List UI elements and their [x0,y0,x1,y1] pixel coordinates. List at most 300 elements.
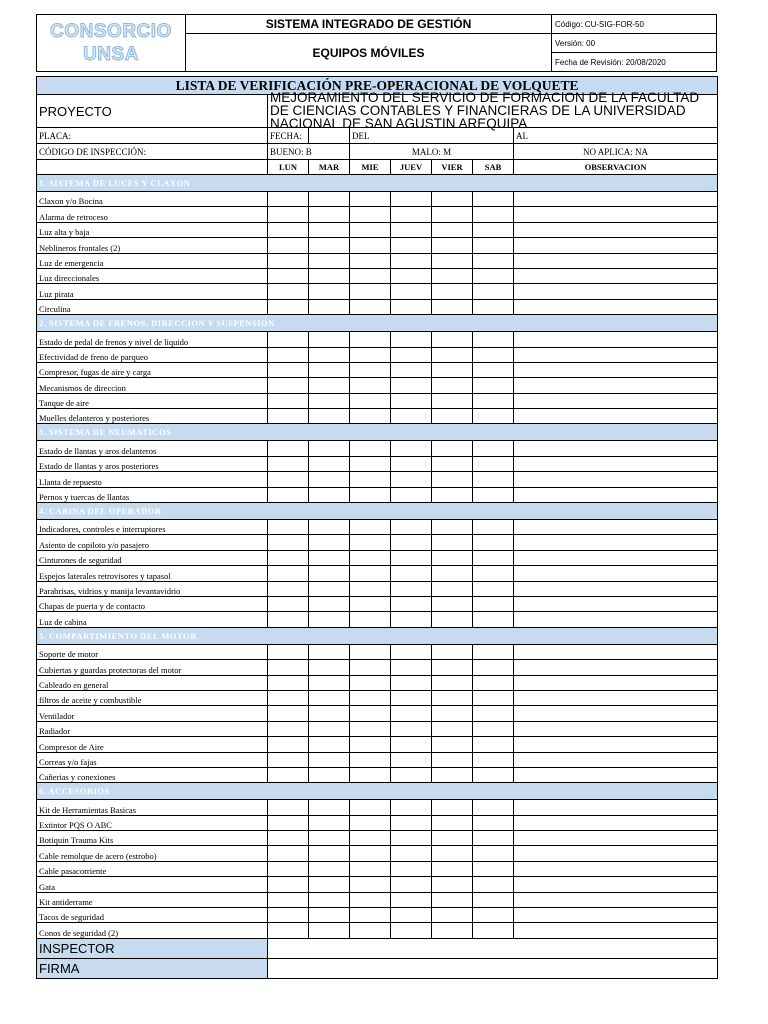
check-cell[interactable] [432,268,473,283]
check-cell[interactable] [350,767,391,782]
check-cell[interactable] [391,207,432,222]
check-cell[interactable] [473,487,514,502]
del-field[interactable]: DEL [350,128,514,144]
check-cell[interactable] [473,207,514,222]
check-cell[interactable] [432,690,473,705]
check-cell[interactable] [350,846,391,861]
observation-cell[interactable] [514,581,718,596]
check-cell[interactable] [391,487,432,502]
check-cell[interactable] [432,706,473,721]
check-cell[interactable] [268,908,309,923]
observation-cell[interactable] [514,908,718,923]
check-cell[interactable] [268,596,309,611]
check-cell[interactable] [391,596,432,611]
check-cell[interactable] [432,908,473,923]
check-cell[interactable] [268,831,309,846]
check-cell[interactable] [432,192,473,207]
observation-cell[interactable] [514,393,718,408]
observation-cell[interactable] [514,737,718,752]
check-cell[interactable] [309,222,350,237]
check-cell[interactable] [473,393,514,408]
check-cell[interactable] [432,472,473,487]
check-cell[interactable] [350,737,391,752]
check-cell[interactable] [432,409,473,424]
check-cell[interactable] [309,612,350,627]
check-cell[interactable] [350,550,391,565]
check-cell[interactable] [432,362,473,377]
check-cell[interactable] [350,535,391,550]
check-cell[interactable] [473,550,514,565]
check-cell[interactable] [268,378,309,393]
check-cell[interactable] [473,222,514,237]
check-cell[interactable] [473,644,514,659]
check-cell[interactable] [309,550,350,565]
check-cell[interactable] [432,222,473,237]
check-cell[interactable] [473,706,514,721]
check-cell[interactable] [473,238,514,253]
check-cell[interactable] [432,892,473,907]
firma-field[interactable] [268,958,718,978]
observation-cell[interactable] [514,721,718,736]
check-cell[interactable] [350,441,391,456]
check-cell[interactable] [309,566,350,581]
check-cell[interactable] [350,238,391,253]
check-cell[interactable] [432,441,473,456]
check-cell[interactable] [432,831,473,846]
observation-cell[interactable] [514,207,718,222]
observation-cell[interactable] [514,690,718,705]
check-cell[interactable] [391,923,432,938]
check-cell[interactable] [350,520,391,535]
check-cell[interactable] [309,253,350,268]
check-cell[interactable] [473,861,514,876]
observation-cell[interactable] [514,706,718,721]
check-cell[interactable] [473,332,514,347]
observation-cell[interactable] [514,596,718,611]
check-cell[interactable] [350,831,391,846]
check-cell[interactable] [391,690,432,705]
check-cell[interactable] [309,752,350,767]
check-cell[interactable] [350,752,391,767]
observation-cell[interactable] [514,520,718,535]
check-cell[interactable] [391,660,432,675]
check-cell[interactable] [268,767,309,782]
check-cell[interactable] [473,752,514,767]
check-cell[interactable] [432,675,473,690]
al-field[interactable]: AL [514,128,718,144]
check-cell[interactable] [309,409,350,424]
check-cell[interactable] [268,535,309,550]
check-cell[interactable] [309,238,350,253]
inspector-field[interactable] [268,938,718,958]
check-cell[interactable] [268,737,309,752]
check-cell[interactable] [268,299,309,314]
observation-cell[interactable] [514,767,718,782]
check-cell[interactable] [432,721,473,736]
observation-cell[interactable] [514,378,718,393]
placa-field[interactable]: PLACA: [37,128,268,144]
observation-cell[interactable] [514,831,718,846]
check-cell[interactable] [391,815,432,830]
check-cell[interactable] [473,409,514,424]
check-cell[interactable] [391,441,432,456]
check-cell[interactable] [473,472,514,487]
observation-cell[interactable] [514,238,718,253]
check-cell[interactable] [473,675,514,690]
check-cell[interactable] [473,299,514,314]
check-cell[interactable] [391,675,432,690]
observation-cell[interactable] [514,222,718,237]
check-cell[interactable] [309,393,350,408]
check-cell[interactable] [350,675,391,690]
check-cell[interactable] [350,612,391,627]
check-cell[interactable] [350,456,391,471]
check-cell[interactable] [473,846,514,861]
check-cell[interactable] [473,362,514,377]
check-cell[interactable] [268,644,309,659]
check-cell[interactable] [350,581,391,596]
observation-cell[interactable] [514,472,718,487]
check-cell[interactable] [268,441,309,456]
check-cell[interactable] [432,846,473,861]
observation-cell[interactable] [514,409,718,424]
observation-cell[interactable] [514,752,718,767]
check-cell[interactable] [268,222,309,237]
check-cell[interactable] [309,192,350,207]
check-cell[interactable] [391,520,432,535]
check-cell[interactable] [350,861,391,876]
check-cell[interactable] [432,923,473,938]
check-cell[interactable] [350,487,391,502]
check-cell[interactable] [268,362,309,377]
check-cell[interactable] [350,644,391,659]
check-cell[interactable] [432,800,473,815]
check-cell[interactable] [309,721,350,736]
check-cell[interactable] [391,767,432,782]
check-cell[interactable] [391,268,432,283]
check-cell[interactable] [350,660,391,675]
check-cell[interactable] [391,472,432,487]
check-cell[interactable] [391,347,432,362]
check-cell[interactable] [309,644,350,659]
observation-cell[interactable] [514,192,718,207]
observation-cell[interactable] [514,253,718,268]
check-cell[interactable] [350,596,391,611]
check-cell[interactable] [391,831,432,846]
observation-cell[interactable] [514,456,718,471]
observation-cell[interactable] [514,362,718,377]
check-cell[interactable] [350,815,391,830]
check-cell[interactable] [391,737,432,752]
check-cell[interactable] [350,222,391,237]
check-cell[interactable] [432,644,473,659]
check-cell[interactable] [473,535,514,550]
observation-cell[interactable] [514,550,718,565]
check-cell[interactable] [309,472,350,487]
check-cell[interactable] [473,347,514,362]
check-cell[interactable] [350,409,391,424]
check-cell[interactable] [309,660,350,675]
check-cell[interactable] [473,908,514,923]
check-cell[interactable] [473,767,514,782]
check-cell[interactable] [309,362,350,377]
check-cell[interactable] [350,207,391,222]
check-cell[interactable] [391,566,432,581]
check-cell[interactable] [309,581,350,596]
check-cell[interactable] [309,347,350,362]
check-cell[interactable] [432,520,473,535]
check-cell[interactable] [391,222,432,237]
check-cell[interactable] [309,800,350,815]
check-cell[interactable] [473,581,514,596]
check-cell[interactable] [309,767,350,782]
check-cell[interactable] [473,456,514,471]
check-cell[interactable] [432,581,473,596]
observation-cell[interactable] [514,332,718,347]
check-cell[interactable] [309,596,350,611]
check-cell[interactable] [350,472,391,487]
check-cell[interactable] [432,612,473,627]
check-cell[interactable] [391,362,432,377]
check-cell[interactable] [268,393,309,408]
check-cell[interactable] [350,378,391,393]
check-cell[interactable] [309,815,350,830]
check-cell[interactable] [432,253,473,268]
check-cell[interactable] [391,393,432,408]
check-cell[interactable] [391,299,432,314]
check-cell[interactable] [432,299,473,314]
check-cell[interactable] [350,253,391,268]
check-cell[interactable] [391,409,432,424]
check-cell[interactable] [268,487,309,502]
check-cell[interactable] [268,675,309,690]
check-cell[interactable] [350,892,391,907]
check-cell[interactable] [309,441,350,456]
observation-cell[interactable] [514,612,718,627]
check-cell[interactable] [391,861,432,876]
check-cell[interactable] [309,535,350,550]
check-cell[interactable] [432,487,473,502]
check-cell[interactable] [473,800,514,815]
check-cell[interactable] [391,908,432,923]
observation-cell[interactable] [514,815,718,830]
check-cell[interactable] [391,550,432,565]
check-cell[interactable] [268,347,309,362]
check-cell[interactable] [473,737,514,752]
check-cell[interactable] [391,752,432,767]
check-cell[interactable] [268,268,309,283]
check-cell[interactable] [391,877,432,892]
check-cell[interactable] [309,831,350,846]
check-cell[interactable] [350,332,391,347]
check-cell[interactable] [309,284,350,299]
check-cell[interactable] [391,192,432,207]
check-cell[interactable] [391,332,432,347]
check-cell[interactable] [432,861,473,876]
check-cell[interactable] [268,472,309,487]
check-cell[interactable] [350,800,391,815]
check-cell[interactable] [432,238,473,253]
check-cell[interactable] [309,877,350,892]
check-cell[interactable] [473,378,514,393]
check-cell[interactable] [432,566,473,581]
observation-cell[interactable] [514,892,718,907]
observation-cell[interactable] [514,800,718,815]
observation-cell[interactable] [514,347,718,362]
check-cell[interactable] [391,892,432,907]
check-cell[interactable] [309,207,350,222]
check-cell[interactable] [432,752,473,767]
check-cell[interactable] [268,706,309,721]
check-cell[interactable] [350,362,391,377]
check-cell[interactable] [350,690,391,705]
check-cell[interactable] [268,456,309,471]
check-cell[interactable] [268,253,309,268]
check-cell[interactable] [432,660,473,675]
check-cell[interactable] [309,892,350,907]
check-cell[interactable] [309,908,350,923]
check-cell[interactable] [268,550,309,565]
check-cell[interactable] [268,566,309,581]
check-cell[interactable] [473,284,514,299]
check-cell[interactable] [473,892,514,907]
check-cell[interactable] [432,207,473,222]
check-cell[interactable] [350,192,391,207]
observation-cell[interactable] [514,441,718,456]
check-cell[interactable] [432,393,473,408]
check-cell[interactable] [391,706,432,721]
check-cell[interactable] [309,861,350,876]
check-cell[interactable] [432,347,473,362]
check-cell[interactable] [350,347,391,362]
check-cell[interactable] [350,299,391,314]
observation-cell[interactable] [514,675,718,690]
observation-cell[interactable] [514,487,718,502]
codigo-inspeccion-field[interactable]: CÓDIGO DE INSPECCIÓN: [37,144,268,160]
check-cell[interactable] [391,535,432,550]
check-cell[interactable] [268,800,309,815]
check-cell[interactable] [268,520,309,535]
check-cell[interactable] [473,520,514,535]
check-cell[interactable] [309,299,350,314]
check-cell[interactable] [391,284,432,299]
check-cell[interactable] [350,721,391,736]
check-cell[interactable] [391,612,432,627]
check-cell[interactable] [350,393,391,408]
observation-cell[interactable] [514,644,718,659]
check-cell[interactable] [391,456,432,471]
check-cell[interactable] [350,268,391,283]
check-cell[interactable] [391,378,432,393]
check-cell[interactable] [391,721,432,736]
check-cell[interactable] [473,815,514,830]
check-cell[interactable] [432,284,473,299]
check-cell[interactable] [432,737,473,752]
check-cell[interactable] [268,690,309,705]
check-cell[interactable] [268,284,309,299]
check-cell[interactable] [432,815,473,830]
check-cell[interactable] [350,706,391,721]
observation-cell[interactable] [514,535,718,550]
check-cell[interactable] [268,612,309,627]
check-cell[interactable] [268,752,309,767]
check-cell[interactable] [432,550,473,565]
observation-cell[interactable] [514,268,718,283]
check-cell[interactable] [432,596,473,611]
check-cell[interactable] [391,581,432,596]
observation-cell[interactable] [514,846,718,861]
check-cell[interactable] [432,535,473,550]
check-cell[interactable] [309,690,350,705]
check-cell[interactable] [350,877,391,892]
check-cell[interactable] [473,192,514,207]
observation-cell[interactable] [514,299,718,314]
check-cell[interactable] [391,800,432,815]
check-cell[interactable] [268,332,309,347]
check-cell[interactable] [309,520,350,535]
check-cell[interactable] [432,877,473,892]
check-cell[interactable] [391,644,432,659]
check-cell[interactable] [350,923,391,938]
observation-cell[interactable] [514,923,718,938]
check-cell[interactable] [473,690,514,705]
check-cell[interactable] [268,238,309,253]
observation-cell[interactable] [514,660,718,675]
check-cell[interactable] [309,268,350,283]
check-cell[interactable] [473,268,514,283]
check-cell[interactable] [473,923,514,938]
observation-cell[interactable] [514,877,718,892]
check-cell[interactable] [473,721,514,736]
check-cell[interactable] [432,332,473,347]
check-cell[interactable] [473,566,514,581]
check-cell[interactable] [268,815,309,830]
observation-cell[interactable] [514,861,718,876]
check-cell[interactable] [473,253,514,268]
check-cell[interactable] [473,612,514,627]
check-cell[interactable] [473,660,514,675]
check-cell[interactable] [391,238,432,253]
check-cell[interactable] [309,487,350,502]
check-cell[interactable] [268,923,309,938]
check-cell[interactable] [432,767,473,782]
check-cell[interactable] [309,456,350,471]
check-cell[interactable] [473,877,514,892]
check-cell[interactable] [268,660,309,675]
observation-cell[interactable] [514,284,718,299]
check-cell[interactable] [309,923,350,938]
check-cell[interactable] [432,378,473,393]
check-cell[interactable] [391,253,432,268]
check-cell[interactable] [309,332,350,347]
check-cell[interactable] [350,284,391,299]
check-cell[interactable] [268,581,309,596]
check-cell[interactable] [268,892,309,907]
check-cell[interactable] [268,409,309,424]
check-cell[interactable] [473,831,514,846]
observation-cell[interactable] [514,566,718,581]
check-cell[interactable] [268,846,309,861]
check-cell[interactable] [432,456,473,471]
check-cell[interactable] [309,706,350,721]
check-cell[interactable] [268,877,309,892]
check-cell[interactable] [268,192,309,207]
check-cell[interactable] [473,596,514,611]
check-cell[interactable] [391,846,432,861]
check-cell[interactable] [268,207,309,222]
check-cell[interactable] [309,675,350,690]
check-cell[interactable] [268,721,309,736]
